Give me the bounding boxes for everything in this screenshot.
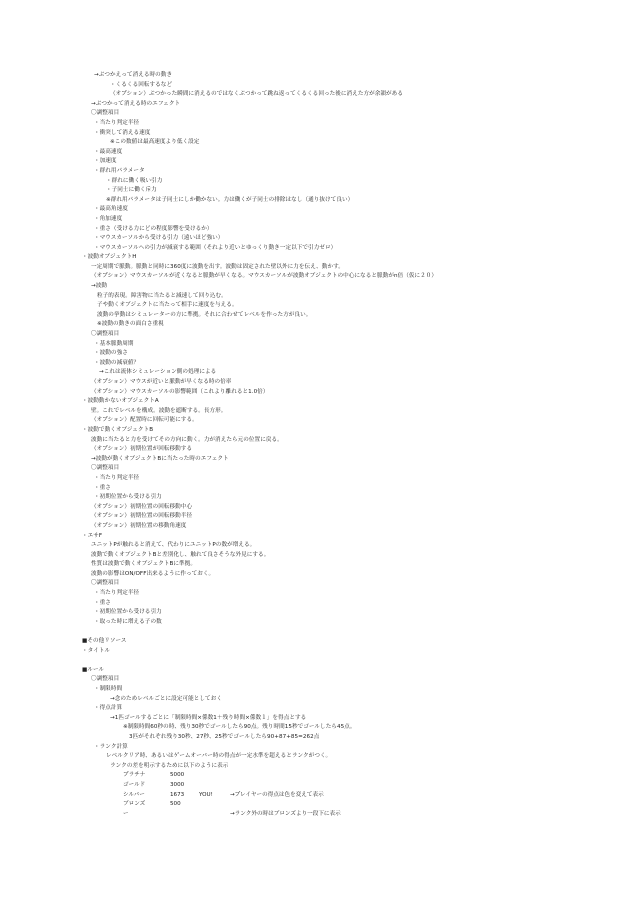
text-line: 3匹がそれぞれ残り30秒、27秒、25秒でゴールしたら90+87+85=262点 <box>129 733 320 740</box>
rank-name: シルバー <box>123 791 145 798</box>
text-line: ・最高角速度 <box>94 206 128 213</box>
text-line: （オプション）配置時に回転可能にする。 <box>91 417 198 424</box>
rank-note: →ランク外の時はブロンズより一段下に表示 <box>230 810 341 817</box>
text-line: 〇調整項目 <box>91 465 120 472</box>
text-line: ・基本脈動周期 <box>94 340 134 347</box>
text-line: 波動で動くオブジェクトBと差別化し、触れて良さそうな外見にする。 <box>91 551 270 558</box>
text-line: ・くるくる回転するなど <box>110 81 173 88</box>
rank-name: ゴールド <box>123 781 146 788</box>
text-line: ※この数値は最高速度より低く設定 <box>110 139 200 146</box>
text-line: ・マウスカーソルから受ける引力（遠いほど強い） <box>94 235 224 242</box>
text-line: ・初期位置から受ける引力 <box>94 494 162 501</box>
text-line: ・当たり判定半径 <box>94 119 140 126</box>
text-line: （オプション）初期位置の回転移動半径 <box>91 513 193 520</box>
text-line: （オプション）マウスカーソルの影響範囲（これより離れると1.0倍） <box>91 388 269 395</box>
text-line: →これは流体シミュレーション側の処理による <box>99 369 217 376</box>
rank-name: ブロンズ <box>123 801 146 808</box>
text-line: （オプション）初期位置の移動角速度 <box>91 522 187 529</box>
text-line: 波動に当たると力を受けてその方向に動く。力が消えたら元の位置に戻る。 <box>91 436 283 443</box>
text-line: ・子同士に働く斥力 <box>106 187 157 194</box>
text-line: 波動の影響はON/OFF出来るように作っておく。 <box>91 570 215 577</box>
text-line: （オプション）マウスカーソルが近くなると脈動が早くなる。マウスカーソルが波動オブジェクトの中心になると脈動がn倍（仮に２０） <box>91 273 438 280</box>
rank-score: 3000 <box>170 781 185 788</box>
text-line: 〇調整項目 <box>91 676 120 683</box>
text-line: ※波動の動きの面白さ重視 <box>97 321 164 328</box>
text-line: 〇調整項目 <box>91 110 120 117</box>
rank-row <box>0 800 638 810</box>
text-line: ・群れに働く吸い引力 <box>106 177 163 184</box>
text-line: ・波動の強さ <box>94 350 128 357</box>
text-line: ・エサF <box>82 532 103 539</box>
rank-row <box>0 791 638 801</box>
text-line: 波動の挙動はシミュレーターの方に準拠。それに合わせてレベルを作った方が良い。 <box>97 311 312 318</box>
text-line: ・重さ <box>94 484 111 491</box>
text-line: ・波動で動くオブジェクトB <box>82 426 154 433</box>
document-body <box>0 71 638 819</box>
text-line: （オプション）マウスが近いと脈動が早くなる時の倍率 <box>91 379 232 385</box>
text-line: →1匹ゴールするごとに「制限時間×係数1＋残り時間×係数１」を得点とする <box>110 714 307 721</box>
text-line: ・得点計算 <box>94 705 123 712</box>
text-line: →ぶつかって消える時のエフェクト <box>91 100 181 107</box>
text-line: →ぶつかえって消える時の動き <box>94 72 173 78</box>
text-line: 壁。これでレベルを構成。波動を遮断する。長方形。 <box>91 407 227 414</box>
text-line: ・重さ <box>94 599 111 606</box>
text-line: ・重さ（受ける力にどの程度影響を受けるか） <box>94 225 213 232</box>
text-line: 子や動くオブジェクトに当たって相手に速度を与える。 <box>97 302 238 309</box>
text-line: ■ルール <box>82 666 105 673</box>
text-line: （オプション）初期位置の回転移動中心 <box>91 503 193 510</box>
text-line: 粒子的表現。障害物に当たると減速して回り込む。 <box>97 292 227 299</box>
rank-name: ー <box>123 810 129 817</box>
text-line: ・衝突して消える速度 <box>94 129 151 136</box>
rank-note: →プレイヤーの得点は色を変えて表示 <box>230 791 324 798</box>
text-line: ※群れ用パラメータは子同士にしか働かない。力は働くが子同士の排除はなし（通り抜けて良い） <box>106 196 354 203</box>
text-line: ・取った時に増える子の数 <box>94 618 162 625</box>
blank-line <box>0 656 638 666</box>
text-line: ・波動動かないオブジェクトA <box>82 398 159 405</box>
text-line: →波動が動くオブジェクトBに当たった時のエフェクト <box>91 455 229 462</box>
text-line: ・ランク計算 <box>94 743 128 750</box>
text-line: 一定周期で脈動。脈動と同時に360度に波動を出す。波動は固定された壁以外に力を伝え、動かす。 <box>91 263 344 270</box>
text-line: ・マウスカーソルへの引力が減衰する範囲（それより近いとゆっくり動き一定以下で引力ゼロ） <box>94 244 337 251</box>
rank-row <box>0 781 638 791</box>
text-line: ・当たり判定半径 <box>94 474 140 481</box>
text-line: ※制限時間60秒の時、残り30秒でゴールしたら90点。残り時間15秒でゴールしたら45点。 <box>123 724 356 731</box>
text-line: 性質は波動で動くオブジェクトBに準拠。 <box>91 561 196 568</box>
rank-row <box>0 771 638 781</box>
text-line: →波動 <box>91 283 108 290</box>
rank-name: プラチナ <box>123 772 146 779</box>
text-line: 〇調整項目 <box>91 331 120 338</box>
text-line: ■その他リソース <box>82 638 127 645</box>
rank-score: 500 <box>170 801 181 808</box>
text-line: 〇調整項目 <box>91 580 120 587</box>
text-line: ・当たり判定半径 <box>94 590 140 597</box>
rank-extra: YOU! <box>199 791 213 798</box>
text-line: ユニットPが触れると消えて、代わりにユニットPの数が増える。 <box>91 542 256 549</box>
text-line: ・波動オブジェクトH <box>82 254 137 261</box>
text-line: ・波動の減衰値？ <box>94 359 140 366</box>
rank-score: 5000 <box>170 772 185 779</box>
text-line: ランクの差を明示するために以下のように表示 <box>110 762 229 769</box>
text-line: レベルクリア時、あるいはゲームオーバー時の得点が一定水準を超えるとランクがつく。 <box>106 753 332 760</box>
text-line: →念のためレベルごとに設定可能としておく <box>110 695 222 702</box>
text-line: ・初期位置から受ける引力 <box>94 609 162 616</box>
text-line: ・群れ用パラメータ <box>94 167 145 174</box>
text-line: ・タイトル <box>82 647 111 654</box>
rank-row <box>0 810 638 820</box>
text-line: ・角加速度 <box>94 215 123 222</box>
text-line: ・加速度 <box>94 158 117 165</box>
text-line: （オプション）初期位置が回転移動する <box>91 446 193 453</box>
rank-score: 1673 <box>170 791 185 798</box>
blank-line <box>0 627 638 637</box>
text-line: （オプション）ぶつかった瞬間に消えるのではなくぶつかって跳ね返ってくるくる回った後に消えた方が余韻がある <box>110 91 403 98</box>
text-line: ・最高速度 <box>94 148 123 155</box>
text-line: ・制限時間 <box>94 686 123 692</box>
